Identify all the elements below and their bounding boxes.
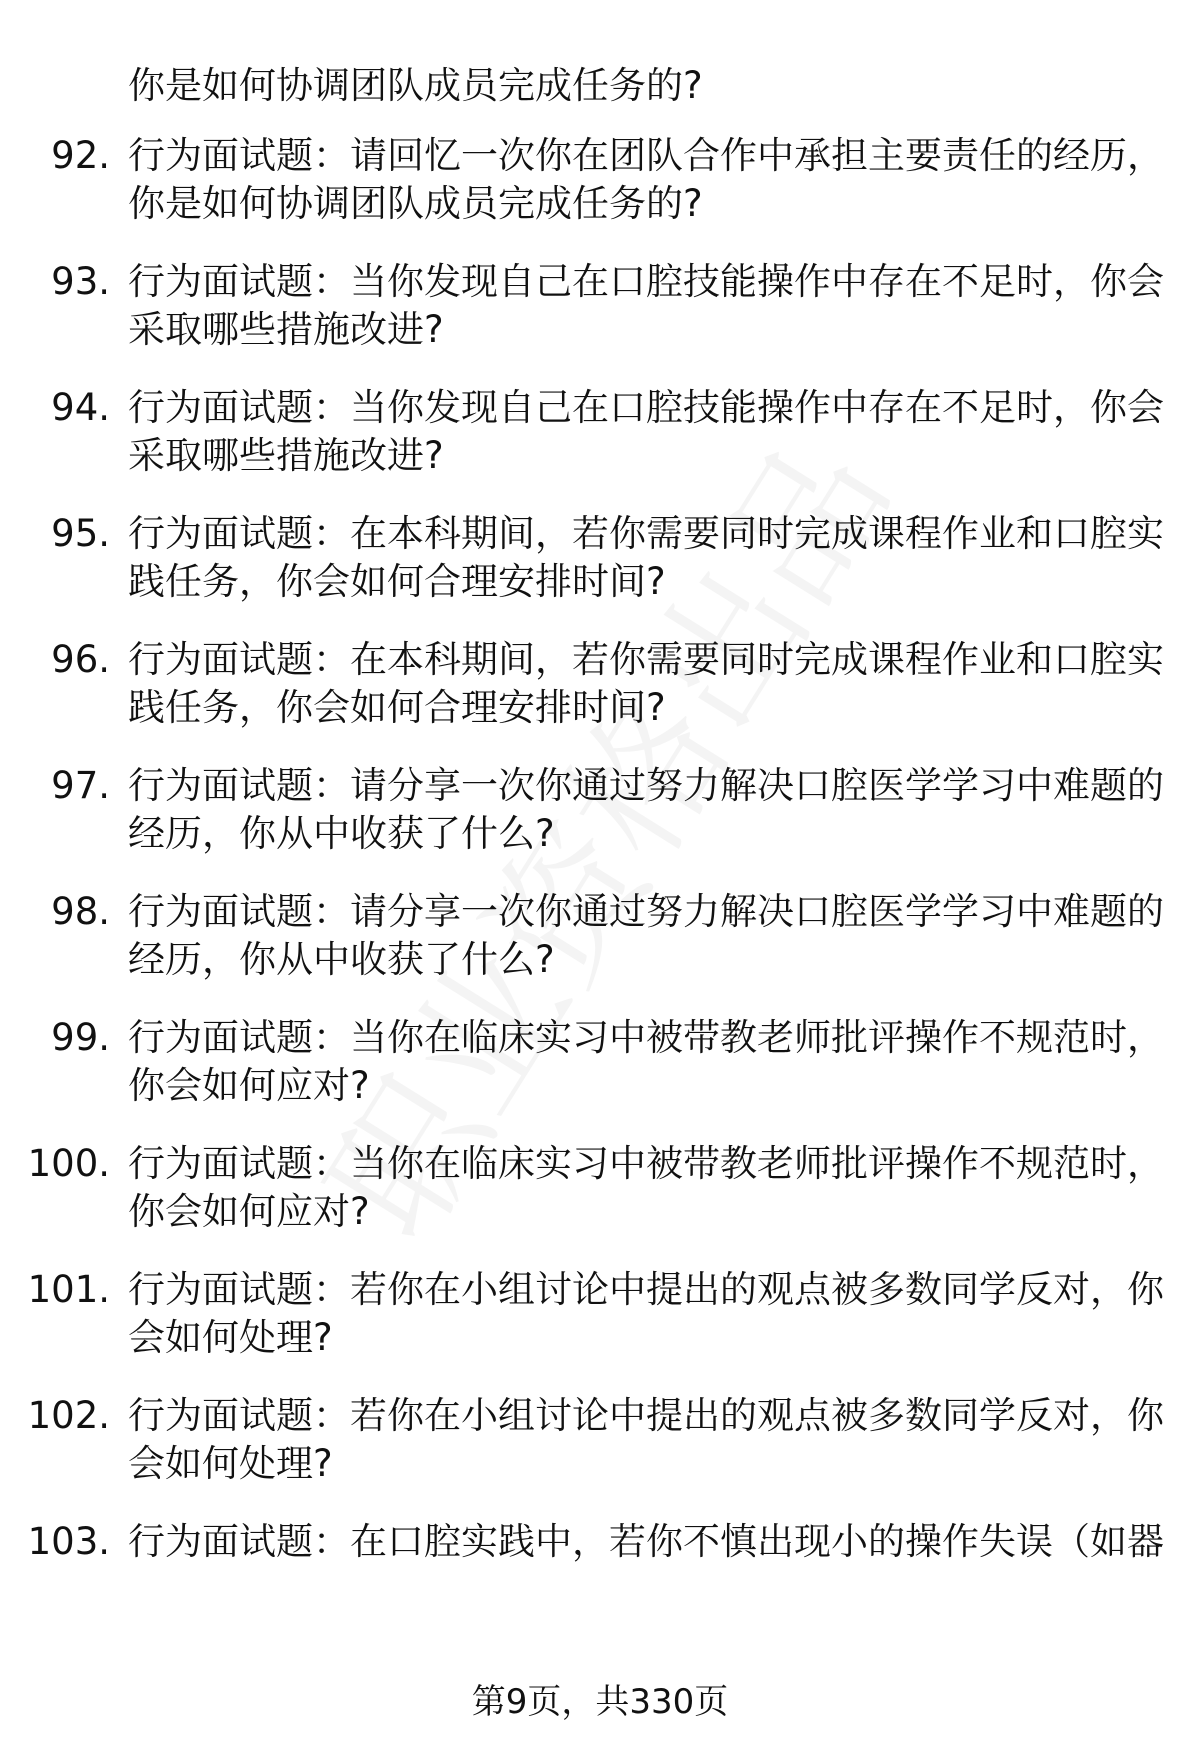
- item-number: 92.: [51, 134, 110, 177]
- item-text-line: 行为面试题：若你在小组讨论中提出的观点被多数同学反对，你: [128, 1268, 1164, 1311]
- continuation-line: 你是如何协调团队成员完成任务的?: [128, 64, 703, 107]
- item-text-line: 行为面试题：当你发现自己在口腔技能操作中存在不足时，你会: [128, 386, 1164, 429]
- item-text-line: 践任务，你会如何合理安排时间?: [128, 560, 666, 603]
- item-number: 98.: [51, 890, 110, 933]
- item-text-line: 行为面试题：请分享一次你通过努力解决口腔医学学习中难题的: [128, 890, 1164, 933]
- item-number: 95.: [51, 512, 110, 555]
- item-number: 99.: [51, 1016, 110, 1059]
- item-number: 93.: [51, 260, 110, 303]
- item-text-line: 行为面试题：请分享一次你通过努力解决口腔医学学习中难题的: [128, 764, 1164, 807]
- item-number: 100.: [27, 1142, 110, 1185]
- item-number: 102.: [27, 1394, 110, 1437]
- item-text-line: 行为面试题：当你在临床实习中被带教老师批评操作不规范时，: [128, 1016, 1164, 1059]
- item-text-line: 采取哪些措施改进?: [128, 434, 444, 477]
- page-footer: 第9页，共330页: [471, 1682, 729, 1722]
- item-text-line: 会如何处理?: [128, 1316, 333, 1359]
- item-number: 96.: [51, 638, 110, 681]
- item-text-line: 行为面试题：当你发现自己在口腔技能操作中存在不足时，你会: [128, 260, 1164, 303]
- item-text-line: 行为面试题：当你在临床实习中被带教老师批评操作不规范时，: [128, 1142, 1164, 1185]
- item-number: 103.: [27, 1520, 110, 1563]
- item-text-line: 践任务，你会如何合理安排时间?: [128, 686, 666, 729]
- item-text-line: 行为面试题：在本科期间，若你需要同时完成课程作业和口腔实: [128, 512, 1164, 555]
- item-text-line: 行为面试题：若你在小组讨论中提出的观点被多数同学反对，你: [128, 1394, 1164, 1437]
- item-number: 94.: [51, 386, 110, 429]
- item-text-line: 经历，你从中收获了什么?: [128, 938, 555, 981]
- item-number: 97.: [51, 764, 110, 807]
- item-text-line: 你会如何应对?: [128, 1190, 370, 1233]
- item-text-line: 经历，你从中收获了什么?: [128, 812, 555, 855]
- item-number: 101.: [27, 1268, 110, 1311]
- item-text-line: 你是如何协调团队成员完成任务的?: [128, 182, 703, 225]
- item-text-line: 你会如何应对?: [128, 1064, 370, 1107]
- item-text-line: 会如何处理?: [128, 1442, 333, 1485]
- item-text-line: 采取哪些措施改进?: [128, 308, 444, 351]
- item-text-line: 行为面试题：在本科期间，若你需要同时完成课程作业和口腔实: [128, 638, 1164, 681]
- item-text-line: 行为面试题：请回忆一次你在团队合作中承担主要责任的经历，: [128, 134, 1164, 177]
- item-text-line: 行为面试题：在口腔实践中，若你不慎出现小的操作失误（如器: [128, 1520, 1164, 1563]
